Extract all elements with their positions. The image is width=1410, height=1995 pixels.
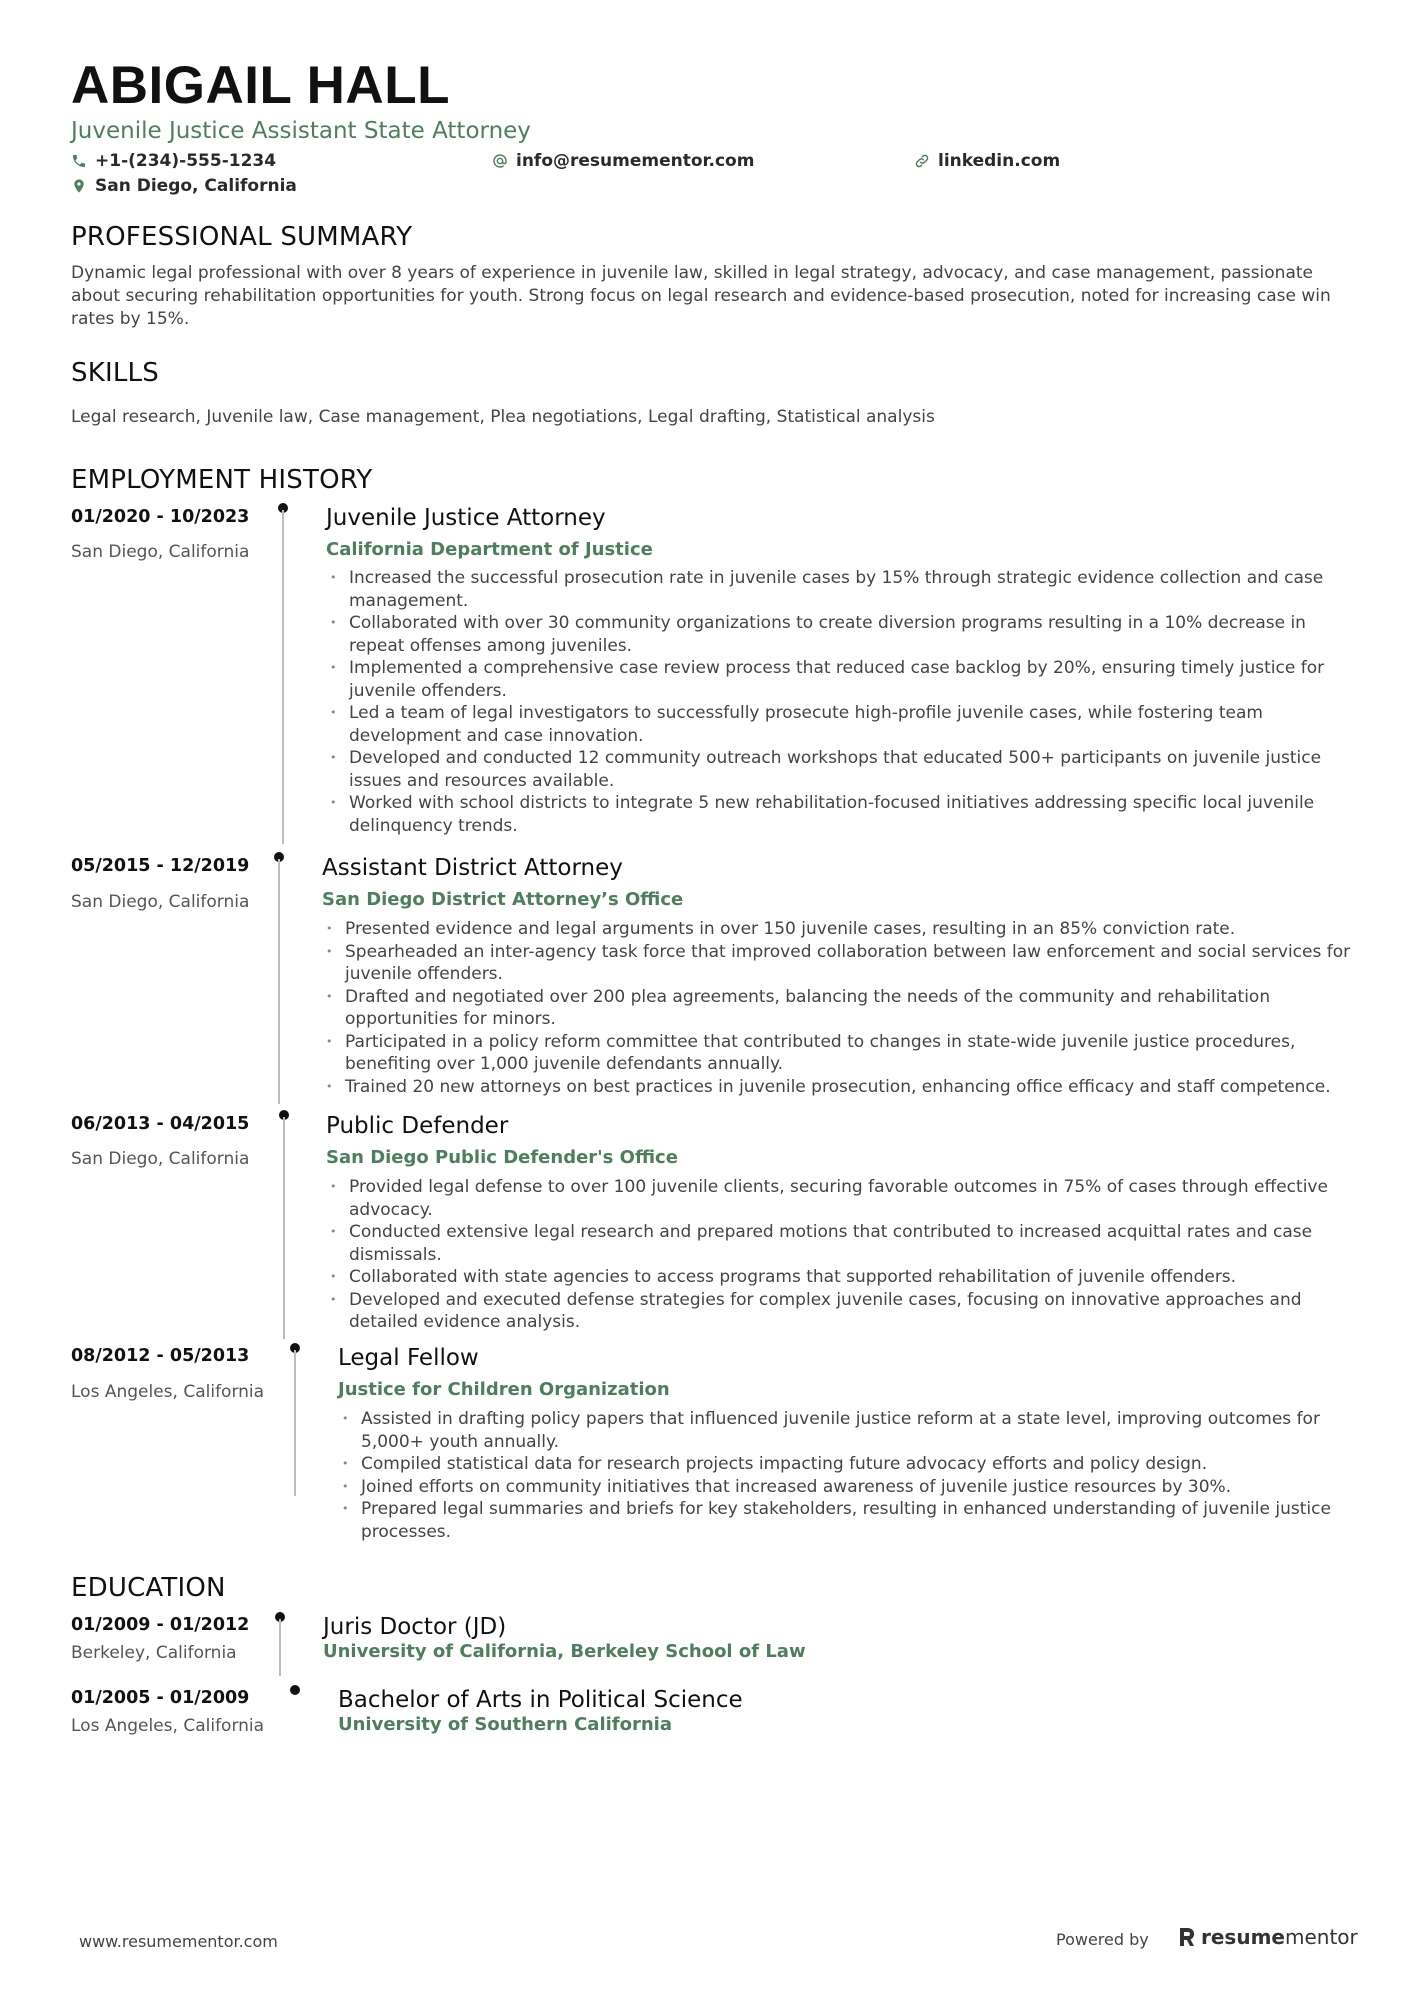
job-location: San Diego, California — [71, 542, 250, 562]
school-name: University of California, Berkeley School of Law — [323, 1641, 806, 1662]
resume-page — [71, 0, 1358, 1995]
job-bullets — [340, 1408, 1350, 1543]
job-dates: 01/2020 - 10/2023 — [71, 507, 250, 527]
degree-title: Bachelor of Arts in Political Science — [338, 1687, 743, 1713]
contact-email — [492, 150, 754, 172]
job-dates: 06/2013 - 04/2015 — [71, 1114, 250, 1134]
link-icon — [914, 153, 930, 169]
bullet-item: • Provided legal defense to over 100 juvenile clients, securing favorable outcomes in 75% of cases through effective advocacy. — [328, 1176, 1348, 1221]
bullet-item: • Worked with school districts to integrate 5 new rehabilitation-focused initiatives addressing specific local juvenile delinquency trends. — [328, 792, 1348, 837]
job-organization: San Diego District Attorney’s Office — [322, 889, 684, 910]
timeline-line — [294, 1350, 296, 1496]
job-dates: 08/2012 - 05/2013 — [71, 1346, 250, 1366]
bullet-item: • Led a team of legal investigators to successfully prosecute high-profile juvenile cases, while fostering team development and case innovation. — [328, 702, 1348, 747]
job-title: Juvenile Justice Attorney — [326, 505, 606, 531]
job-organization: Justice for Children Organization — [338, 1379, 670, 1400]
candidate-title: Juvenile Justice Assistant State Attorney — [71, 118, 531, 144]
job-bullets — [328, 567, 1348, 837]
skills-heading: SKILLS — [71, 358, 159, 388]
education-heading: EDUCATION — [71, 1573, 226, 1603]
bullet-item: • Participated in a policy reform committee that contributed to changes in state-wide juvenile justice procedures, benefiting over 1,000 juvenile defendants annually. — [324, 1031, 1354, 1076]
job-dates: 05/2015 - 12/2019 — [71, 856, 250, 876]
candidate-name: ABIGAIL HALL — [71, 56, 450, 115]
timeline-line — [279, 1619, 281, 1676]
at-icon — [492, 153, 508, 169]
job-location: Los Angeles, California — [71, 1382, 265, 1402]
phone-text: +1-(234)-555-1234 — [95, 151, 277, 171]
summary-heading: PROFESSIONAL SUMMARY — [71, 222, 413, 252]
bullet-item: • Prepared legal summaries and briefs for key stakeholders, resulting in enhanced understanding of juvenile justice processes. — [340, 1498, 1350, 1543]
timeline-dot — [290, 1685, 300, 1695]
contact-phone — [71, 150, 276, 172]
footer-powered-by: Powered by — [1056, 1930, 1149, 1949]
resumementor-logo-icon — [1178, 1926, 1196, 1948]
skills-text: Legal research, Juvenile law, Case management, Plea negotiations, Legal drafting, Statistical analysis — [71, 407, 935, 427]
job-organization: California Department of Justice — [326, 539, 653, 560]
bullet-item: • Developed and executed defense strategies for complex juvenile cases, focusing on innovative approaches and detailed evidence analysis. — [328, 1289, 1348, 1334]
job-location: San Diego, California — [71, 892, 250, 912]
footer-website[interactable]: www.resumementor.com — [79, 1932, 278, 1951]
phone-icon — [71, 153, 87, 169]
job-location: San Diego, California — [71, 1149, 250, 1169]
job-title: Assistant District Attorney — [322, 855, 623, 881]
location-pin-icon — [71, 178, 87, 194]
bullet-item: • Increased the successful prosecution rate in juvenile cases by 15% through strategic evidence collection and case management. — [328, 567, 1348, 612]
job-bullets — [328, 1176, 1348, 1334]
location-text: San Diego, California — [95, 176, 297, 196]
education-dates: 01/2009 - 01/2012 — [71, 1615, 250, 1635]
bullet-item: • Joined efforts on community initiatives that increased awareness of juvenile justice resources by 30%. — [340, 1476, 1350, 1499]
timeline-line — [283, 1117, 285, 1339]
job-title: Public Defender — [326, 1113, 509, 1139]
timeline-line — [282, 510, 284, 844]
degree-title: Juris Doctor (JD) — [323, 1614, 507, 1640]
brand-bold: resume — [1201, 1925, 1285, 1949]
education-dates: 01/2005 - 01/2009 — [71, 1688, 250, 1708]
job-title: Legal Fellow — [338, 1345, 479, 1371]
email-text[interactable]: info@resumementor.com — [516, 151, 755, 171]
contact-linkedin — [914, 150, 1060, 172]
bullet-item: • Trained 20 new attorneys on best practices in juvenile prosecution, enhancing office efficacy and staff competence. — [324, 1076, 1354, 1099]
job-organization: San Diego Public Defender's Office — [326, 1147, 678, 1168]
bullet-item: • Conducted extensive legal research and prepared motions that contributed to increased acquittal rates and case dismissals. — [328, 1221, 1348, 1266]
bullet-item: • Developed and conducted 12 community outreach workshops that educated 500+ participants on juvenile justice issues and resources available. — [328, 747, 1348, 792]
education-location: Berkeley, California — [71, 1643, 237, 1663]
bullet-item: • Implemented a comprehensive case review process that reduced case backlog by 20%, ensuring timely justice for juvenile offenders. — [328, 657, 1348, 702]
summary-text: Dynamic legal professional with over 8 years of experience in juvenile law, skilled in legal strategy, advocacy, and case management, passionate about securing rehabilitation opportunities for youth. Strong focus on legal research and evidence-based prosecution, noted for increasing case win rates by 15%. — [71, 263, 1331, 329]
bullet-item: • Assisted in drafting policy papers that influenced juvenile justice reform at a state level, improving outcomes for 5,000+ youth annually. — [340, 1408, 1350, 1453]
timeline-line — [278, 859, 280, 1104]
linkedin-text[interactable]: linkedin.com — [938, 151, 1061, 171]
bullet-item: • Collaborated with state agencies to access programs that supported rehabilitation of juvenile offenders. — [328, 1266, 1348, 1289]
brand-regular: mentor — [1284, 1925, 1358, 1949]
bullet-item: • Spearheaded an inter-agency task force that improved collaboration between law enforcement and social services for juvenile offenders. — [324, 941, 1354, 986]
bullet-item: • Collaborated with over 30 community organizations to create diversion programs resulting in a 10% decrease in repeat offenses among juveniles. — [328, 612, 1348, 657]
bullet-item: • Presented evidence and legal arguments in over 150 juvenile cases, resulting in an 85% conviction rate. — [324, 918, 1354, 941]
contact-location — [71, 175, 297, 197]
employment-heading: EMPLOYMENT HISTORY — [71, 465, 373, 495]
bullet-item: • Compiled statistical data for research projects impacting future advocacy efforts and policy design. — [340, 1453, 1350, 1476]
school-name: University of Southern California — [338, 1714, 673, 1735]
education-location: Los Angeles, California — [71, 1716, 265, 1736]
job-bullets — [324, 918, 1354, 1098]
bullet-item: • Drafted and negotiated over 200 plea agreements, balancing the needs of the community and rehabilitation opportunities for minors. — [324, 986, 1354, 1031]
footer-brand-logo[interactable] — [1178, 1925, 1358, 1949]
